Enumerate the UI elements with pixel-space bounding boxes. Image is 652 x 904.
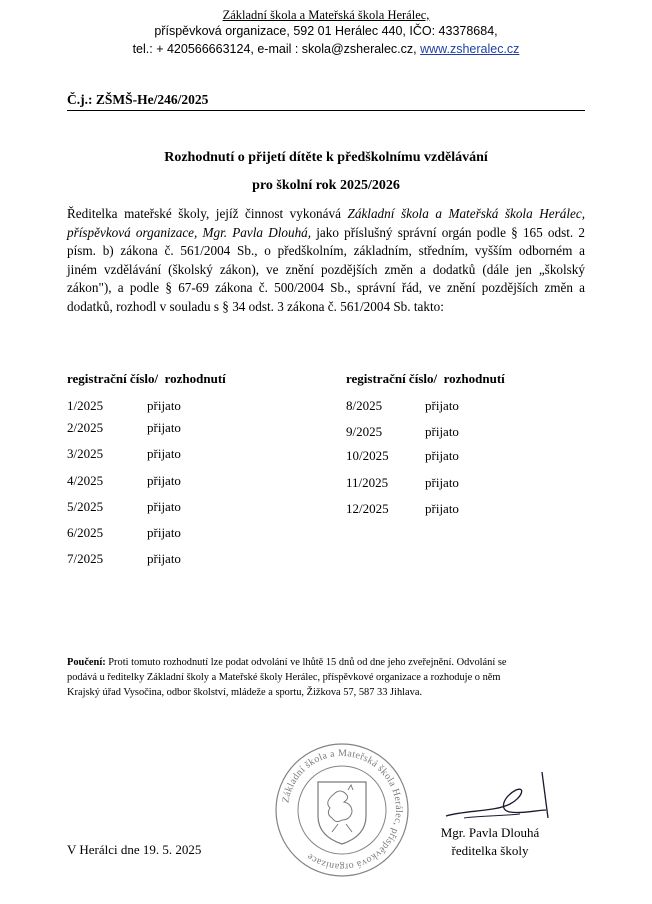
reg-number: 5/2025 (67, 499, 104, 514)
handwritten-signature (440, 770, 560, 826)
decision-value: přijato (147, 473, 181, 488)
reg-number: 4/2025 (67, 473, 104, 488)
reference-number: Č.j.: ZŠMŠ-He/246/2025 (67, 92, 209, 107)
decision-value: přijato (425, 475, 459, 490)
school-address: příspěvková organizace, 592 01 Herálec 440, IČO: 43378684, (154, 24, 498, 38)
decision-value: přijato (147, 525, 181, 540)
school-name: Základní škola a Mateřská škola Herálec, (222, 8, 430, 22)
left-column-header: registrační číslo/ rozhodnutí (67, 371, 226, 386)
decision-value: přijato (147, 446, 181, 461)
paragraph-line: dodatků, rozhodl v souladu s § 34 odst. 3 zákona č. 561/2004 Sb. takto: (67, 298, 444, 314)
reg-number: 9/2025 (346, 424, 383, 439)
document-title: Rozhodnutí o přijetí dítěte k předškolnímu vzdělávání (164, 150, 488, 165)
website-link[interactable]: www.zsheralec.cz (420, 42, 520, 56)
signatory-name: Mgr. Pavla Dlouhá (440, 825, 540, 840)
contact-text: tel.: + 420566663124, e-mail : skola@zsheralec.cz, (132, 42, 421, 56)
decision-value: přijato (425, 501, 459, 516)
reg-number: 8/2025 (346, 398, 383, 413)
paragraph-line: písm. b) zákona č. 561/2004 Sb., o předškolním, základním, středním, vyšším odborném a (67, 243, 585, 259)
reg-number: 11/2025 (346, 475, 389, 490)
document-subtitle: pro školní rok 2025/2026 (252, 178, 400, 193)
header-divider (67, 110, 585, 111)
decision-paragraph (67, 205, 585, 317)
reg-number: 1/2025 (67, 398, 104, 413)
official-stamp (272, 740, 412, 880)
appeal-label: Poučení: (67, 657, 106, 668)
place-date: V Herálci dne 19. 5. 2025 (67, 842, 202, 857)
decision-value: přijato (425, 448, 459, 463)
decision-value: přijato (147, 551, 181, 566)
paragraph-line: zákon"), a podle § 67-69 zákona č. 500/2004 Sb., správní řád, ve znění pozdějších změn a (67, 280, 585, 296)
decision-value: přijato (147, 420, 181, 435)
decision-value: přijato (425, 398, 459, 413)
reg-number: 10/2025 (346, 448, 389, 463)
paragraph-line: jiném vzdělávání (školský zákon), ve znění pozdějších změn a dodatků (dále jen „školský (67, 261, 585, 277)
right-column-header: registrační číslo/ rozhodnutí (346, 371, 505, 386)
decision-value: přijato (147, 499, 181, 514)
appeal-notice: Poučení: Proti tomuto rozhodnutí lze podat odvolání ve lhůtě 15 dnů od dne jeho zveřejnění. Odvolání se podává u ředitelky Základní školy a Mateřské školy Herálec, příspěvkové organizace a rozhoduje o něm Krajský úřad Vysočina, odbor školství, mládeže a sportu, Žižkova 57, 587 33 Jihlava. (67, 657, 507, 699)
signatory-role: ředitelka školy (451, 843, 529, 858)
svg-text:Základní škola a Mateřská škol: Základní škola a Mateřská škola Herálec, příspěvková organizace (280, 747, 405, 873)
decision-value: přijato (425, 424, 459, 439)
reg-number: 3/2025 (67, 446, 104, 461)
paragraph-line: příspěvková organizace, Mgr. Pavla Dlouhá, jako příslušný správní orgán podle § 165 odst. 2 (67, 224, 585, 240)
reg-number: 7/2025 (67, 551, 104, 566)
reg-number: 12/2025 (346, 501, 389, 516)
paragraph-line: Ředitelka mateřské školy, jejíž činnost vykonává Základní škola a Mateřská škola Herálec, (67, 206, 585, 221)
decision-value: přijato (147, 398, 181, 413)
reg-number: 2/2025 (67, 420, 104, 435)
school-contact (0, 42, 652, 56)
signatory-block (420, 824, 560, 860)
reg-number: 6/2025 (67, 525, 104, 540)
